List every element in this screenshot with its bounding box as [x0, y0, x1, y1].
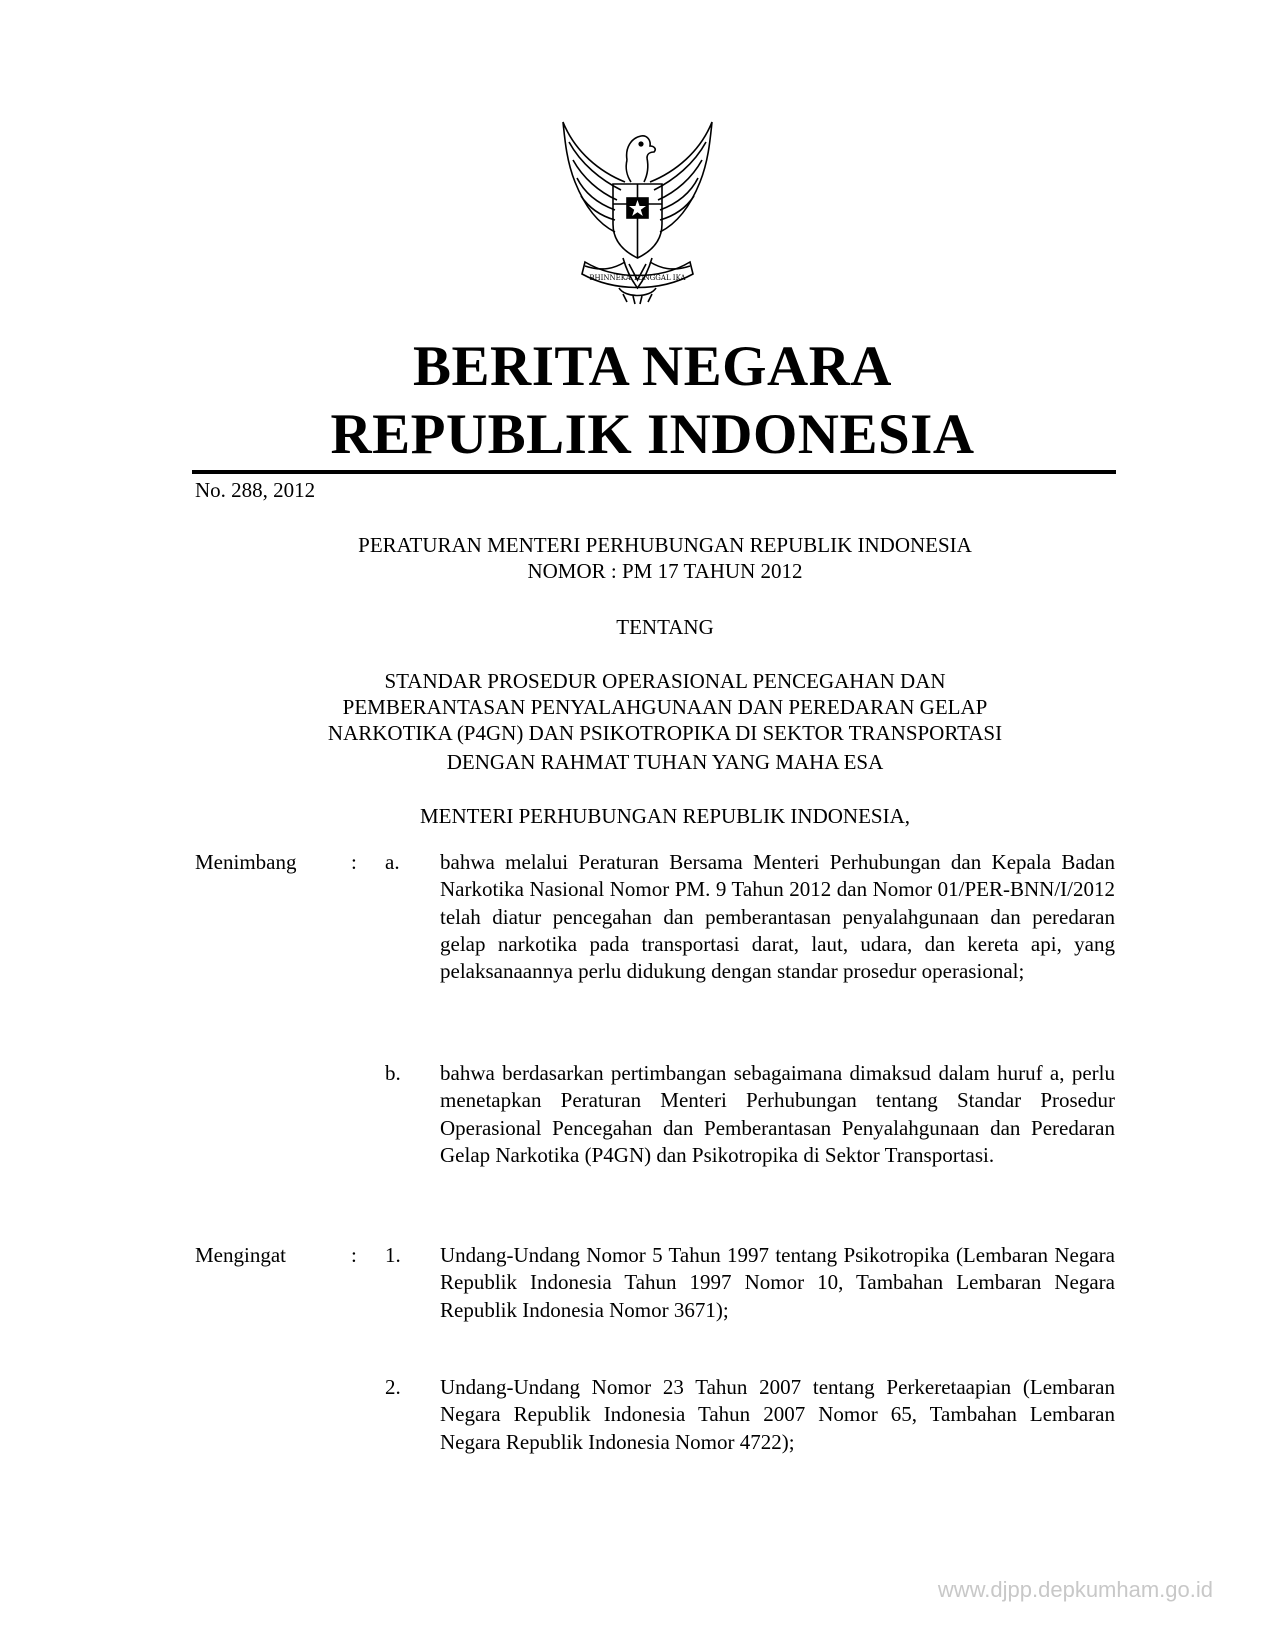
regulation-heading — [150, 532, 1180, 584]
tentang-label: TENTANG — [616, 615, 714, 639]
svg-text:BHINNEKA TUNGGAL IKA: BHINNEKA TUNGGAL IKA — [589, 274, 686, 282]
regulation-subject-line3: NARKOTIKA (P4GN) DAN PSIKOTROPIKA DI SEKTOR TRANSPORTASI — [327, 721, 1003, 745]
mengingat-item-2-text: Undang-Undang Nomor 23 Tahun 2007 tentang Perkeretaapian (Lembaran Negara Republik Indonesia Tahun 2007 Nomor 65, Tambahan Lembaran Negara Republik Indonesia Nomor 4722); — [440, 1375, 1115, 1454]
regulation-subject — [150, 668, 1180, 746]
menimbang-item-a-marker: a. — [385, 850, 400, 874]
menimbang-label: Menimbang — [195, 850, 297, 874]
mengingat-item-1-marker: 1. — [385, 1243, 401, 1267]
menimbang-item-a-text: bahwa melalui Peraturan Bersama Menteri Perhubungan dan Kepala Badan Narkotika Nasional Nomor PM. 9 Tahun 2012 dan Nomor 01/PER-BNN/I/2012 telah diatur pencegahan dan pemberantasan penyalahgunaan dan peredaran gelap narkotika pada transportasi darat, laut, udara, dan kereta api, yang pelaksanaannya perlu didukung dengan standar prosedur operasional; — [440, 850, 1115, 984]
mengingat-colon: : — [351, 1243, 357, 1267]
regulation-subject-line1: STANDAR PROSEDUR OPERASIONAL PENCEGAHAN DAN — [384, 669, 946, 693]
gazette-number: No. 288, 2012 — [195, 478, 316, 502]
regulation-subject-line2: PEMBERANTASAN PENYALAHGUNAAN DAN PEREDARAN GELAP — [342, 695, 988, 719]
regulation-heading-line1: PERATURAN MENTERI PERHUBUNGAN REPUBLIK INDONESIA — [358, 533, 972, 557]
garuda-emblem-icon — [555, 112, 720, 307]
website-watermark: www.djpp.depkumham.go.id — [937, 1577, 1213, 1602]
menimbang-colon: : — [351, 850, 357, 874]
mengingat-item-1-text: Undang-Undang Nomor 5 Tahun 1997 tentang Psikotropika (Lembaran Negara Republik Indonesia Tahun 1997 Nomor 10, Tambahan Lembaran Negara Republik Indonesia Nomor 3671); — [440, 1243, 1115, 1322]
rahmat-line: DENGAN RAHMAT TUHAN YANG MAHA ESA — [446, 750, 884, 774]
gazette-title-line2: REPUBLIK INDONESIA — [330, 403, 975, 466]
mengingat-label: Mengingat — [195, 1243, 286, 1267]
menteri-line: MENTERI PERHUBUNGAN REPUBLIK INDONESIA, — [420, 804, 910, 828]
gazette-title-line1: BERITA NEGARA — [413, 335, 892, 398]
menimbang-item-b-marker: b. — [385, 1061, 401, 1085]
mengingat-item-2-marker: 2. — [385, 1375, 401, 1399]
regulation-heading-line2: NOMOR : PM 17 TAHUN 2012 — [527, 559, 803, 583]
menimbang-item-b-text: bahwa berdasarkan pertimbangan sebagaimana dimaksud dalam huruf a, perlu menetapkan Peraturan Menteri Perhubungan tentang Standar Prosedur Operasional Pencegahan dan Pemberantasan Penyalahgunaan dan Peredaran Gelap Narkotika (P4GN) dan Psikotropika di Sektor Transportasi. — [440, 1061, 1115, 1167]
title-divider — [192, 470, 1116, 474]
